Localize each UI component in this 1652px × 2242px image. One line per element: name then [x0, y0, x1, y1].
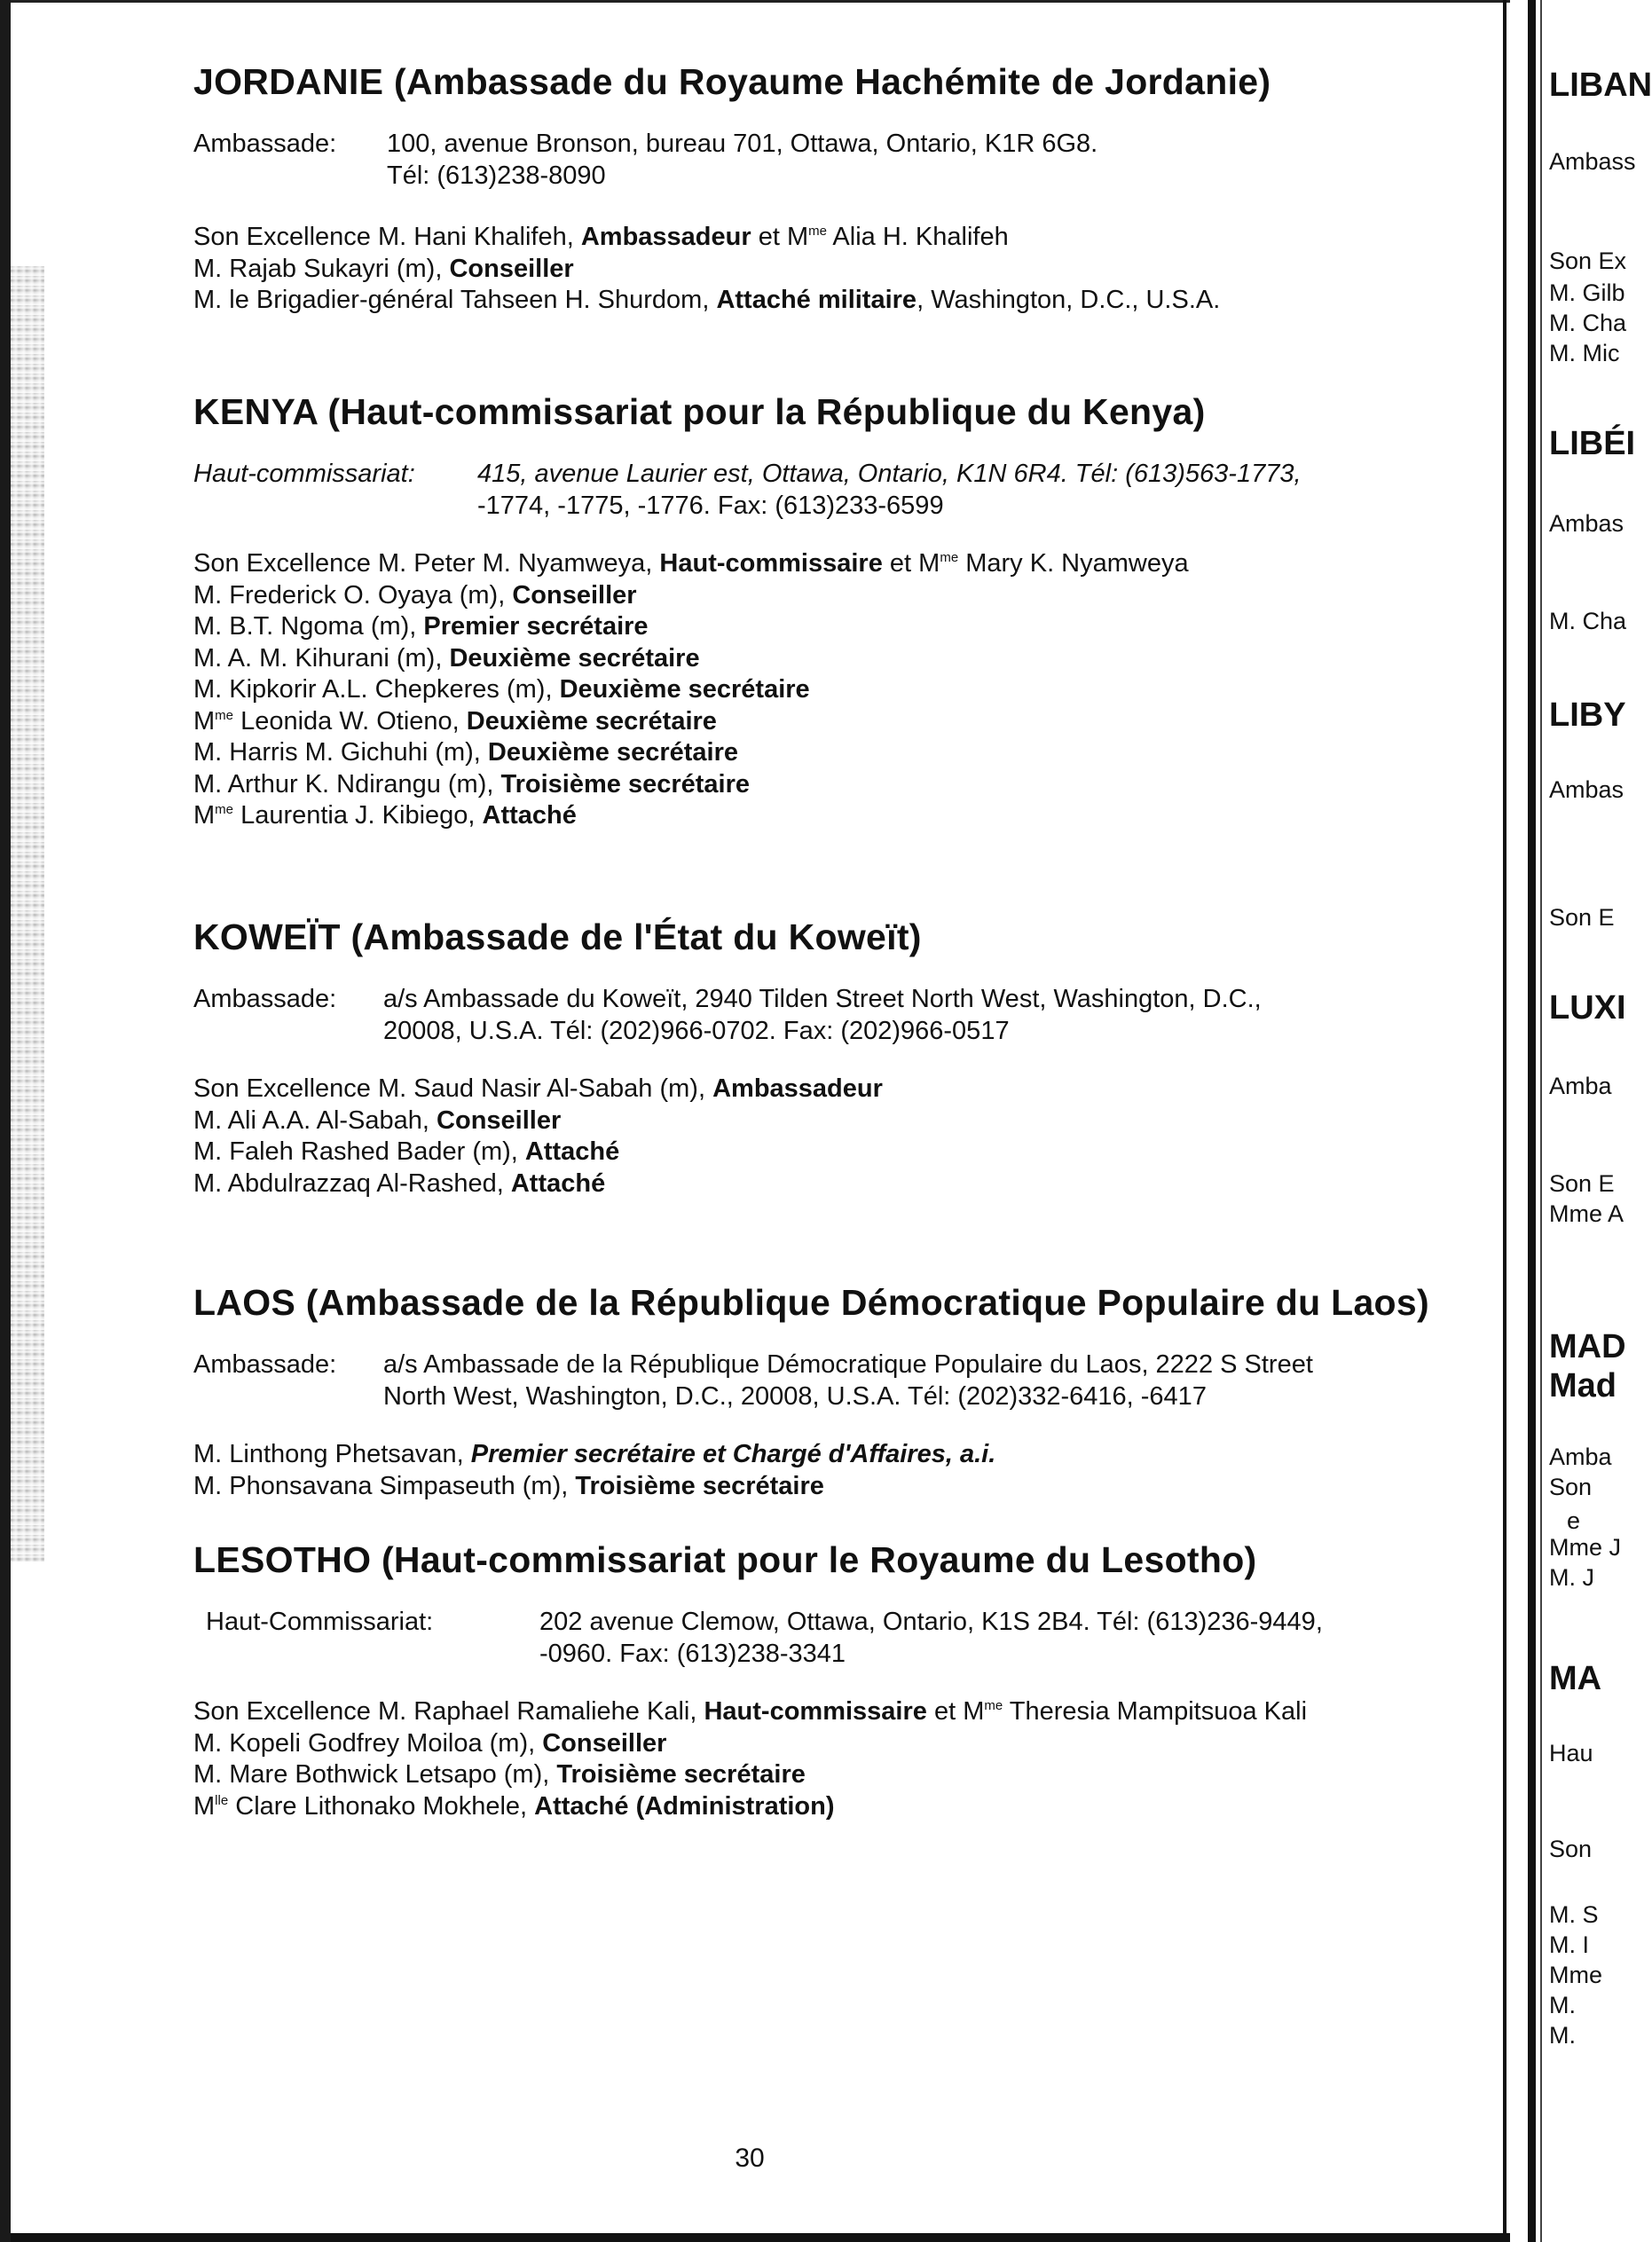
- address-line-1: 202 avenue Clemow, Ottawa, Ontario, K1S 2B4. Tél: (613)236-9449,: [539, 1608, 1323, 1636]
- fragment-heading: LIBAN: [1549, 67, 1652, 104]
- fragment-text: M. S: [1549, 1901, 1599, 1928]
- fragment-text: Ambass: [1549, 148, 1636, 175]
- staff-entry: M. Kopeli Godfrey Moiloa (m), Conseiller: [193, 1728, 667, 1758]
- staff-entry: Son Excellence M. Raphael Ramaliehe Kali, Haut-commissaire et $M^{me}$ Theresia Mampitsuoa Kali: [193, 1697, 1308, 1726]
- staff-entry: M. Faleh Rashed Bader (m), Attaché: [193, 1137, 620, 1166]
- fragment-heading: Mad: [1549, 1367, 1617, 1404]
- fragment-heading: MAD: [1549, 1328, 1626, 1365]
- staff-entry: $M^{me}$ Leonida W. Otieno, Deuxième secrétaire: [193, 706, 717, 736]
- fragment-text: M.: [1549, 2022, 1576, 2049]
- fragment-text: Amba: [1549, 1444, 1612, 1470]
- country-heading: LESOTHO (Haut-commissariat pour le Royaume du Lesotho): [193, 1539, 1257, 1580]
- fragment-text: M. Cha: [1549, 608, 1627, 634]
- address-label: Haut-commissariat:: [193, 460, 415, 488]
- address-line-1: a/s Ambassade du Koweït, 2940 Tilden Street North West, Washington, D.C.,: [383, 985, 1262, 1013]
- fragment-heading: LUXI: [1549, 989, 1626, 1027]
- page-number: 30: [735, 2144, 765, 2173]
- staff-list: [193, 1439, 1498, 1502]
- fragment-text: Son: [1549, 1474, 1593, 1500]
- address-line-2: -1774, -1775, -1776. Fax: (613)233-6599: [477, 492, 944, 520]
- fragment-text: Ambas: [1549, 776, 1624, 803]
- country-heading: LAOS (Ambassade de la République Démocratique Populaire du Laos): [193, 1282, 1429, 1323]
- address-line-2: Tél: (613)238-8090: [387, 161, 606, 190]
- country-heading: KOWEÏT (Ambassade de l'État du Koweït): [193, 916, 922, 957]
- staff-entry: Son Excellence M. Saud Nasir Al-Sabah (m), Ambassadeur: [193, 1074, 883, 1103]
- address-label: Ambassade:: [193, 130, 337, 158]
- address-value: [383, 983, 1498, 1047]
- staff-entry: Son Excellence M. Peter M. Nyamweya, Haut-commissaire et $M^{me}$ Mary K. Nyamweya: [193, 549, 1189, 578]
- fragment-text: Son: [1549, 1836, 1593, 1862]
- address-value: [477, 458, 1498, 522]
- staff-entry: M. Mare Bothwick Letsapo (m), Troisième secrétaire: [193, 1760, 806, 1789]
- staff-entry: M. Arthur K. Ndirangu (m), Troisième secrétaire: [193, 769, 751, 798]
- address-block: [193, 1606, 1498, 1670]
- staff-list: [193, 1696, 1498, 1822]
- staff-entry: M. B.T. Ngoma (m), Premier secrétaire: [193, 612, 649, 641]
- entry-jordanie: [193, 60, 1498, 317]
- fragment-text: M. Cha: [1549, 310, 1627, 336]
- fragment-text: M. I: [1549, 1931, 1589, 1958]
- address-block: [193, 458, 1498, 522]
- address-line-2: North West, Washington, D.C., 20008, U.S.A. Tél: (202)332-6416, -6417: [383, 1382, 1207, 1411]
- address-line-1: 100, avenue Bronson, bureau 701, Ottawa, Ontario, K1R 6G8.: [387, 130, 1098, 158]
- staff-entry: M. A. M. Kihurani (m), Deuxième secrétaire: [193, 643, 700, 673]
- fragment-text: Mme J: [1549, 1534, 1621, 1561]
- fragment-text: M. Gilb: [1549, 279, 1625, 306]
- address-value: [387, 128, 1498, 192]
- fragment-text: Mme A: [1549, 1200, 1624, 1227]
- address-block: [193, 1349, 1498, 1412]
- staff-entry: M. Ali A.A. Al-Sabah, Conseiller: [193, 1105, 562, 1135]
- staff-entry: M. le Brigadier-général Tahseen H. Shurdom, Attaché militaire, Washington, D.C., U.S.A.: [193, 286, 1221, 314]
- staff-entry: M. Phonsavana Simpaseuth (m), Troisième secrétaire: [193, 1471, 824, 1500]
- fragment-text: Mme: [1549, 1962, 1602, 1988]
- facing-page-fragment: [1542, 0, 1652, 2242]
- country-heading: KENYA (Haut-commissariat pour la République du Kenya): [193, 391, 1206, 432]
- staff-entry: M. Linthong Phetsavan, Premier secrétaire et Chargé d'Affaires, a.i.: [193, 1440, 996, 1468]
- address-label: Ambassade:: [193, 985, 337, 1013]
- gutter-line-left: [1503, 0, 1506, 2242]
- staff-list: [193, 548, 1498, 832]
- staff-list: [193, 222, 1498, 317]
- entry-koweit: [193, 916, 1498, 1200]
- fragment-heading: LIBÉI: [1549, 425, 1636, 462]
- entry-laos: [193, 1281, 1498, 1502]
- address-line-2: -0960. Fax: (613)238-3341: [539, 1640, 846, 1668]
- staff-list: [193, 1074, 1498, 1200]
- fragment-text: e: [1567, 1507, 1581, 1534]
- staff-entry: M. Kipkorir A.L. Chepkeres (m), Deuxième secrétaire: [193, 675, 810, 704]
- address-line-1: 415, avenue Laurier est, Ottawa, Ontario, K1N 6R4. Tél: (613)563-1773,: [477, 460, 1302, 488]
- country-heading: JORDANIE (Ambassade du Royaume Hachémite de Jordanie): [193, 61, 1271, 102]
- fragment-text: Son E: [1549, 1170, 1615, 1197]
- fragment-heading: LIBY: [1549, 696, 1626, 734]
- staff-entry: Son Excellence M. Hani Khalifeh, Ambassadeur et $M^{me}$ Alia H. Khalifeh: [193, 223, 1009, 251]
- fragment-text: Son Ex: [1549, 248, 1627, 274]
- address-line-2: 20008, U.S.A. Tél: (202)966-0702. Fax: (202)966-0517: [383, 1017, 1010, 1045]
- fragment-text: Ambas: [1549, 510, 1624, 537]
- staff-entry: $M^{me}$ Laurentia J. Kibiego, Attaché: [193, 801, 577, 830]
- fragment-text: M. Mic: [1549, 340, 1620, 366]
- gutter-line-right: [1528, 0, 1536, 2242]
- entry-lesotho: [193, 1538, 1498, 1822]
- staff-entry: M. Harris M. Gichuhi (m), Deuxième secrétaire: [193, 738, 739, 767]
- address-value: [383, 1349, 1498, 1412]
- staff-entry: M. Rajab Sukayri (m), Conseiller: [193, 254, 574, 283]
- staff-entry: M. Abdulrazzaq Al-Rashed, Attaché: [193, 1168, 606, 1198]
- address-value: [539, 1606, 1498, 1670]
- address-block: [193, 983, 1498, 1047]
- entry-kenya: [193, 390, 1498, 832]
- fragment-text: Hau: [1549, 1740, 1593, 1766]
- address-line-1: a/s Ambassade de la République Démocratique Populaire du Laos, 2222 S Street: [383, 1350, 1313, 1379]
- fragment-text: Son E: [1549, 904, 1615, 931]
- fragment-text: M. J: [1549, 1564, 1594, 1591]
- fragment-text: M.: [1549, 1992, 1576, 2018]
- staff-entry: $M^{lle}$ Clare Lithonako Mokhele, Attaché (Administration): [193, 1791, 835, 1821]
- fragment-text: Amba: [1549, 1073, 1612, 1099]
- staff-entry: M. Frederick O. Oyaya (m), Conseiller: [193, 580, 637, 610]
- address-label: Haut-Commissariat:: [206, 1608, 434, 1636]
- address-label: Ambassade:: [193, 1350, 337, 1379]
- fragment-heading: MA: [1549, 1660, 1602, 1697]
- address-block: [193, 128, 1498, 192]
